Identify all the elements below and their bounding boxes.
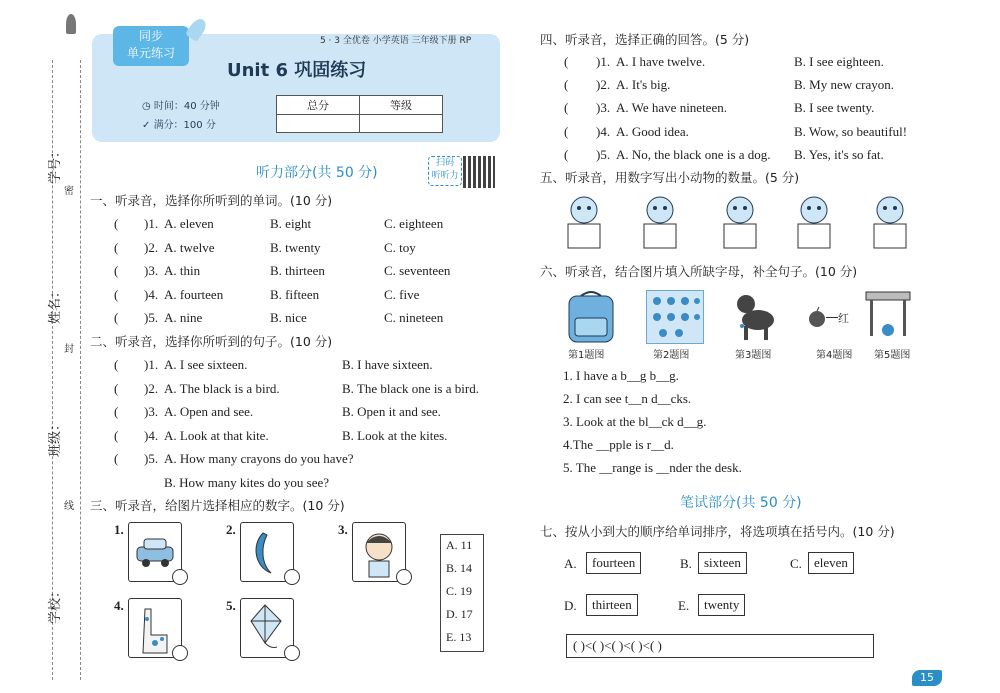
schoolbag-picture <box>563 288 619 344</box>
seal-mark: 密 <box>64 182 74 197</box>
option-b: B. Yes, it's so fat. <box>794 146 884 162</box>
time-text: 时间：40 分钟 <box>153 101 220 112</box>
option-a: A. eleven <box>164 216 214 231</box>
arrow-line <box>826 317 838 318</box>
ducks-picture <box>646 290 704 344</box>
question-number: )3. <box>144 404 159 419</box>
option-a: A. nine <box>164 310 203 325</box>
word-box: twenty <box>698 594 745 616</box>
section6-title: 六、听录音，结合图片填入所缺字母，补全句子。(10 分) <box>540 264 858 279</box>
answer-paren[interactable]: ( <box>114 239 119 255</box>
section7-title: 七、按从小到大的顺序给单词排序，将选项填在括号内。(10 分) <box>540 524 895 539</box>
option-b: B. The black one is a bird. <box>342 380 479 396</box>
score-header-grade: 等级 <box>360 96 443 115</box>
answer-paren[interactable]: ( <box>114 286 119 302</box>
option-b: B. How many kites do you see? <box>164 474 330 490</box>
number-option: C. 19 <box>446 584 473 598</box>
tiger-picture <box>638 192 682 252</box>
qr-label <box>428 156 462 186</box>
listening-header: 听力部分(共 50 分) <box>256 165 378 181</box>
section5-title: 五、听录音，用数字写出小动物的数量。(5 分) <box>540 170 800 185</box>
word-label: B. <box>680 556 692 571</box>
word-label: D. <box>564 598 577 613</box>
word-box: eleven <box>808 552 854 574</box>
pic-label: 3. <box>338 522 348 537</box>
word-label: E. <box>678 598 690 613</box>
option-c: C. eighteen <box>384 216 444 231</box>
word-box: fourteen <box>586 552 641 574</box>
word-box: sixteen <box>698 552 747 574</box>
check-icon: ✓ <box>142 120 154 131</box>
bird-picture <box>792 192 836 252</box>
option-b: B. I see eighteen. <box>794 54 884 69</box>
picture-caption: 第5题图 <box>874 350 911 361</box>
page-number: 15 <box>912 670 942 686</box>
qr-label-line2: 听听力 <box>431 171 459 181</box>
pic-label: 5. <box>226 598 236 613</box>
question-number: )4. <box>596 123 611 139</box>
score-cell-grade[interactable] <box>360 115 443 133</box>
option-a: A. It's big. <box>616 77 671 93</box>
section1-title: 一、听录音，选择你所听到的单词。(10 分) <box>90 193 333 208</box>
answer-paren[interactable]: ( <box>114 427 119 443</box>
fill-sentence[interactable]: 1. I have a b__g b__g. <box>563 368 679 383</box>
rabbit-picture <box>562 192 606 252</box>
monkey-picture <box>718 192 762 252</box>
word-box: thirteen <box>586 594 638 616</box>
seal-mark: 封 <box>64 340 74 355</box>
score-cell-total[interactable] <box>277 115 360 133</box>
binding-line-inner <box>80 60 81 680</box>
fill-sentence[interactable]: 5. The __range is __nder the desk. <box>563 460 742 475</box>
option-a: A. We have nineteen. <box>616 100 727 116</box>
option-c: C. five <box>384 286 420 302</box>
answer-circle[interactable] <box>284 645 300 661</box>
score-table <box>276 95 443 133</box>
question-number: )3. <box>144 263 159 278</box>
answer-circle[interactable] <box>396 569 412 585</box>
option-b: B. I see twenty. <box>794 100 875 116</box>
question-number: )5. <box>596 146 611 162</box>
option-c: C. toy <box>384 239 416 255</box>
clock-icon: ◷ <box>142 101 154 112</box>
question-number: )5. <box>144 451 159 466</box>
qr-label-line1: 扫码 <box>435 158 454 168</box>
option-b: B. Wow, so beautiful! <box>794 123 908 139</box>
option-c: C. seventeen <box>384 263 451 278</box>
answer-circle[interactable] <box>172 645 188 661</box>
book-info: 5 · 3 全优卷 小学英语 三年级下册 RP <box>320 36 472 46</box>
apple-hint: 红 <box>838 312 849 325</box>
pic-label: 1. <box>114 522 124 537</box>
option-a: A. thin <box>164 263 201 278</box>
option-a: A. fourteen <box>164 286 224 302</box>
option-b: B. fifteen <box>270 286 320 302</box>
answer-paren[interactable]: ( <box>114 310 119 325</box>
badge-line1: 同步 <box>138 29 163 43</box>
option-b: B. thirteen <box>270 263 325 278</box>
option-b: B. I have sixteen. <box>342 357 433 372</box>
class-label: 班级： <box>48 417 64 458</box>
answer-circle[interactable] <box>284 569 300 585</box>
number-option: A. 11 <box>446 538 473 552</box>
number-option: B. 14 <box>446 561 473 575</box>
badge-line2: 单元练习 <box>126 46 175 60</box>
seal-mark: 线 <box>64 497 74 512</box>
pic-label: 4. <box>114 598 124 613</box>
picture-caption: 第4题图 <box>816 350 853 361</box>
school-label: 学校： <box>48 584 64 625</box>
section3-title: 三、听录音，给图片选择相应的数字。(10 分) <box>90 498 345 513</box>
option-a: A. The black is a bird. <box>164 380 280 396</box>
rocket-icon <box>66 14 76 34</box>
fill-sentence[interactable]: 2. I can see t__n d__cks. <box>563 391 692 406</box>
answer-circle[interactable] <box>172 569 188 585</box>
option-c: C. nineteen <box>384 310 444 325</box>
option-a: A. How many crayons do you have? <box>164 451 354 466</box>
fill-sentence[interactable]: 3. Look at the bl__ck d__g. <box>563 414 707 429</box>
full-score-label <box>142 116 216 131</box>
picture-caption: 第1题图 <box>568 350 605 361</box>
written-header: 笔试部分(共 50 分) <box>680 495 802 511</box>
fill-sentence[interactable]: 4.The __pple is r__d. <box>563 437 674 452</box>
option-a: A. Good idea. <box>616 123 689 139</box>
question-number: )4. <box>144 286 159 302</box>
question-number: )1. <box>144 357 159 372</box>
question-number: )3. <box>596 100 611 116</box>
option-a: A. Open and see. <box>164 404 254 419</box>
word-label: A. <box>564 556 577 571</box>
picture-caption: 第3题图 <box>735 350 772 361</box>
student-no-label: 学号： <box>48 144 64 185</box>
answer-paren[interactable]: ( <box>564 100 569 116</box>
option-a: A. I have twelve. <box>616 54 706 69</box>
name-label: 姓名： <box>48 284 64 325</box>
qr-code[interactable] <box>463 156 495 188</box>
question-number: )4. <box>144 427 159 443</box>
question-number: )1. <box>596 54 611 69</box>
word-label: C. <box>790 556 802 571</box>
time-label <box>142 97 220 112</box>
question-number: )2. <box>144 380 159 396</box>
question-number: )2. <box>596 77 611 93</box>
unit-title: Unit 6 巩固练习 <box>227 60 367 81</box>
option-b: B. Open it and see. <box>342 404 441 419</box>
answer-line[interactable]: ( )<( )<( )<( )<( ) <box>566 634 874 658</box>
answer-paren[interactable]: ( <box>114 263 119 278</box>
unit-badge <box>113 26 189 66</box>
question-number: )5. <box>144 310 159 325</box>
option-b: B. Look at the kites. <box>342 427 448 443</box>
answer-paren[interactable]: ( <box>564 54 569 69</box>
answer-paren[interactable]: ( <box>564 146 569 162</box>
pic-label: 2. <box>226 522 236 537</box>
picture-caption: 第2题图 <box>653 350 690 361</box>
number-option: D. 17 <box>446 607 473 621</box>
option-b: B. twenty <box>270 239 321 255</box>
question-number: )1. <box>144 216 159 231</box>
option-a: A. twelve <box>164 239 215 255</box>
chick-picture <box>868 192 912 252</box>
option-a: A. No, the black one is a dog. <box>616 146 771 162</box>
option-a: A. Look at that kite. <box>164 427 269 443</box>
option-b: B. nice <box>270 310 307 325</box>
answer-paren[interactable]: ( <box>114 404 119 419</box>
answer-paren[interactable]: ( <box>114 216 119 231</box>
desk-picture <box>864 288 912 342</box>
answer-paren[interactable]: ( <box>564 77 569 93</box>
dog-picture <box>730 288 780 342</box>
answer-paren[interactable]: ( <box>564 123 569 139</box>
apple-picture <box>806 306 828 328</box>
full-score-text: 满分：100 分 <box>153 120 216 131</box>
question-number: )2. <box>144 239 159 255</box>
option-a: A. I see sixteen. <box>164 357 248 372</box>
answer-paren[interactable]: ( <box>114 451 119 466</box>
section2-title: 二、听录音，选择你所听到的句子。(10 分) <box>90 334 333 349</box>
option-b: B. eight <box>270 216 312 231</box>
number-option: E. 13 <box>446 630 472 644</box>
option-b: B. My new crayon. <box>794 77 895 93</box>
section4-title: 四、听录音，选择正确的回答。(5 分) <box>540 32 750 47</box>
answer-paren[interactable]: ( <box>114 380 119 396</box>
score-header-total: 总分 <box>277 96 360 115</box>
answer-paren[interactable]: ( <box>114 357 119 372</box>
